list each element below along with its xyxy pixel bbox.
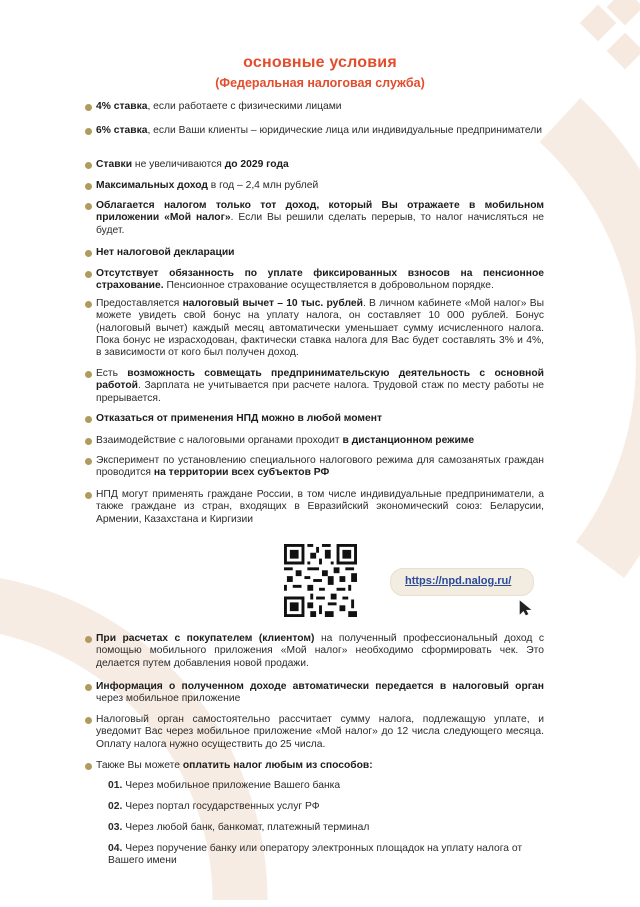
- condition-item: [96, 455, 544, 480]
- item-text: Взаимодействие с налоговыми органами проходит: [96, 435, 343, 446]
- item-text-bold: Отказаться от применения НПД можно в любой момент: [96, 413, 383, 424]
- condition-item: [96, 159, 544, 171]
- item-text-bold: 4% ставка: [96, 101, 148, 112]
- item-text: на полученный профессиональный доход с помощью мобильного приложения «Мой налог» необходимо сформировать чек. Это делается путем добавления новой продажи.: [96, 633, 544, 669]
- bullet-icon: [85, 684, 92, 691]
- condition-item: [96, 760, 544, 772]
- condition-item: [96, 368, 544, 405]
- decor-arc-right: [560, 120, 640, 560]
- payment-method-number: 02.: [108, 801, 123, 812]
- payment-method-number: 01.: [108, 780, 123, 791]
- bullet-icon: [85, 271, 92, 278]
- bullet-icon: [85, 492, 92, 499]
- condition-item: [96, 633, 544, 670]
- bullet-icon: [85, 183, 92, 190]
- item-text: , если работаете с физическими лицами: [147, 101, 342, 112]
- bullet-icon: [85, 104, 92, 111]
- qr-code-icon: [284, 544, 357, 617]
- payment-method-item: [108, 801, 528, 813]
- item-text: Пенсионное страхование осуществляется в добровольном порядке.: [163, 280, 494, 292]
- item-text-bold: в дистанционном режиме: [342, 435, 475, 446]
- condition-item: [96, 435, 544, 447]
- payment-method-text: Через любой банк, банкомат, платежный терминал: [125, 822, 370, 833]
- item-text-bold: возможность совмещать предпринимательскую деятельность с основной работой: [96, 368, 545, 392]
- decor-diamond-1: [580, 5, 617, 42]
- item-text: в год – 2,4 млн рублей: [207, 180, 319, 191]
- bullet-icon: [85, 250, 92, 257]
- item-text-bold: Облагается налогом только тот доход, который Вы отражаете в мобильном приложении «Мой налог»: [96, 200, 544, 224]
- page-subtitle: (Федеральная налоговая служба): [215, 76, 425, 90]
- condition-item: [96, 268, 544, 293]
- bullet-icon: [85, 717, 92, 724]
- npd-website-link[interactable]: https://npd.nalog.ru/: [405, 575, 512, 587]
- condition-item: [96, 125, 544, 137]
- bullet-icon: [85, 636, 92, 643]
- decor-diamond-2: [607, 0, 640, 25]
- item-text-bold: Отсутствует обязанность по уплате фиксированных взносов на пенсионное страхование.: [96, 268, 544, 292]
- bullet-icon: [85, 458, 92, 465]
- item-text-bold: до 2029 года: [224, 159, 289, 170]
- item-text-bold: При расчетах с покупателем (клиентом): [96, 633, 315, 644]
- bullet-icon: [85, 162, 92, 169]
- bullet-icon: [85, 128, 92, 135]
- item-text: . Зарплата не учитывается при расчете налога. Трудовой стаж по месту работы не прерывается.: [96, 380, 544, 404]
- condition-item: [96, 298, 544, 359]
- item-text: . В личном кабинете «Мой налог» Вы можете увидеть свой бонус на уплату налога, он составляет 10 000 рублей. Бонус (налоговый вычет) каждый месяц автоматически уменьшает сумму исчисленного налога. Пока бонус не израсходован, фактически ставка налога для Вас будет составлять 3% и 4%, в зависимости от кого был получен доход.: [96, 298, 544, 359]
- payment-method-item: [108, 780, 528, 792]
- condition-item: [96, 200, 544, 237]
- page-title: основные условия: [243, 54, 397, 71]
- payment-method-item: [108, 843, 528, 868]
- item-text-bold: Информация о полученном доходе автоматически передается в налоговый орган: [96, 681, 544, 692]
- bullet-icon: [85, 371, 92, 378]
- item-text-bold: налоговый вычет – 10 тыс. рублей: [182, 298, 363, 309]
- bullet-icon: [85, 301, 92, 308]
- item-text-bold: оплатить налог любым из способов:: [182, 760, 373, 771]
- item-text-bold: Нет налоговой декларации: [96, 247, 235, 258]
- payment-method-number: 04.: [108, 843, 123, 854]
- item-text: Есть: [96, 368, 128, 379]
- item-text: Эксперимент по установлению специального налогового режима для самозанятых граждан проводится: [96, 455, 544, 479]
- condition-item: [96, 681, 544, 706]
- payment-method-text: Через поручение банку или оператору электронных площадок на уплату налога от Вашего имени: [108, 843, 523, 867]
- condition-item: [96, 101, 544, 113]
- item-text-bold: Максимальных доход: [96, 180, 208, 191]
- item-text: Налоговый орган самостоятельно рассчитает сумму налога, подлежащую уплате, и уведомит Вас через мобильное приложение «Мой налог» до 12 числа следующего месяца. Оплату налога нужно осуществить до 25 числа.: [96, 714, 544, 750]
- bullet-icon: [85, 763, 92, 770]
- payment-method-item: [108, 822, 528, 834]
- item-text: Также Вы можете: [96, 760, 183, 771]
- bullet-icon: [85, 203, 92, 210]
- condition-item: [96, 714, 544, 751]
- payment-method-number: 03.: [108, 822, 123, 833]
- payment-method-text: Через мобильное приложение Вашего банка: [125, 780, 341, 791]
- item-text: Предоставляется: [96, 298, 183, 309]
- condition-item: [96, 413, 544, 425]
- item-text: НПД могут применять граждане России, в том числе индивидуальные предприниматели, а также граждане из стран, входящих в Евразийский экономический союз: Беларусии, Армении, Казахстана и Киргизии: [96, 489, 544, 525]
- item-text: через мобильное приложение: [96, 693, 241, 705]
- item-text-bold: Ставки: [96, 159, 133, 170]
- item-text-bold: 6% ставка: [96, 125, 148, 136]
- item-text: , если Ваши клиенты – юридические лица или индивидуальные предприниматели: [147, 125, 543, 136]
- condition-item: [96, 489, 544, 526]
- bullet-icon: [85, 438, 92, 445]
- condition-item: [96, 180, 544, 192]
- mouse-pointer-icon: [519, 600, 533, 616]
- item-text: . Если Вы решили сделать перерыв, то налог начисляться не будет.: [96, 212, 544, 236]
- item-text: не увеличиваются: [132, 159, 225, 170]
- bullet-icon: [85, 416, 92, 423]
- item-text-bold: на территории всех субъектов РФ: [153, 467, 330, 479]
- payment-method-text: Через портал государственных услуг РФ: [125, 801, 320, 812]
- condition-item: [96, 247, 544, 259]
